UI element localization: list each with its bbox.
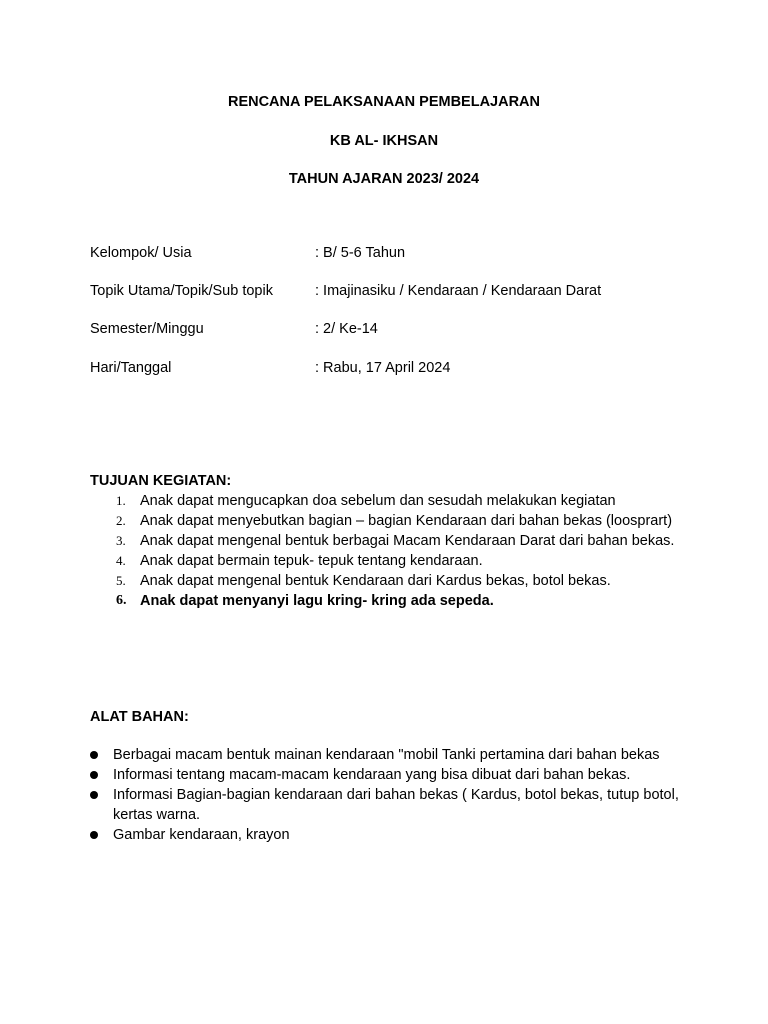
item-number: 6.	[116, 593, 127, 608]
alat-item	[90, 745, 680, 765]
item-number: 2.	[116, 513, 126, 528]
alat-title: ALAT BAHAN:	[90, 709, 189, 725]
tujuan-item	[90, 511, 680, 531]
item-text: Anak dapat bermain tepuk- tepuk tentang kendaraan.	[140, 553, 483, 569]
meta-label-semester: Semester/Minggu	[90, 321, 204, 337]
item-text: Informasi Bagian-bagian kendaraan dari bahan bekas ( Kardus, botol bekas, tutup botol, kertas warna.	[113, 787, 679, 823]
item-text: Berbagai macam bentuk mainan kendaraan "mobil Tanki pertamina dari bahan bekas	[113, 747, 660, 763]
bullet-icon	[90, 831, 98, 839]
meta-label-topik: Topik Utama/Topik/Sub topik	[90, 283, 273, 299]
tujuan-item	[90, 571, 680, 591]
item-number: 5.	[116, 573, 126, 588]
tujuan-list	[90, 491, 680, 611]
bullet-icon	[90, 771, 98, 779]
bullet-icon	[90, 791, 98, 799]
item-number: 1.	[116, 493, 126, 508]
item-text: Gambar kendaraan, krayon	[113, 827, 290, 843]
alat-item	[90, 765, 680, 785]
item-text: Anak dapat mengucapkan doa sebelum dan sesudah melakukan kegiatan	[140, 493, 616, 509]
bullet-icon	[90, 751, 98, 759]
meta-label-tanggal: Hari/Tanggal	[90, 360, 172, 376]
tujuan-item	[90, 531, 680, 551]
tujuan-item	[90, 591, 680, 611]
school-name: KB AL- IKHSAN	[329, 133, 439, 149]
item-number: 3.	[116, 533, 126, 548]
item-text: Anak dapat menyanyi lagu kring- kring ada sepeda.	[140, 593, 494, 609]
alat-item	[90, 825, 680, 845]
alat-item	[90, 785, 680, 825]
meta-value-semester: : 2/ Ke-14	[315, 321, 378, 337]
meta-value-topik: : Imajinasiku / Kendaraan / Kendaraan Darat	[315, 283, 602, 299]
document-title: RENCANA PELAKSANAAN PEMBELAJARAN	[227, 94, 541, 110]
alat-list	[90, 745, 680, 845]
item-text: Anak dapat menyebutkan bagian – bagian Kendaraan dari bahan bekas (loosprart)	[140, 513, 673, 529]
meta-label-kelompok: Kelompok/ Usia	[90, 245, 192, 261]
academic-year: TAHUN AJARAN 2023/ 2024	[288, 171, 480, 187]
meta-value-kelompok: : B/ 5-6 Tahun	[315, 245, 406, 261]
tujuan-item	[90, 551, 680, 571]
item-text: Informasi tentang macam-macam kendaraan yang bisa dibuat dari bahan bekas.	[113, 767, 631, 783]
item-text: Anak dapat mengenal bentuk berbagai Macam Kendaraan Darat dari bahan bekas.	[140, 533, 675, 549]
item-text: Anak dapat mengenal bentuk Kendaraan dari Kardus bekas, botol bekas.	[140, 573, 611, 589]
meta-value-tanggal: : Rabu, 17 April 2024	[315, 360, 451, 376]
tujuan-item	[90, 491, 680, 511]
tujuan-title: TUJUAN KEGIATAN:	[90, 473, 232, 489]
item-number: 4.	[116, 553, 126, 568]
